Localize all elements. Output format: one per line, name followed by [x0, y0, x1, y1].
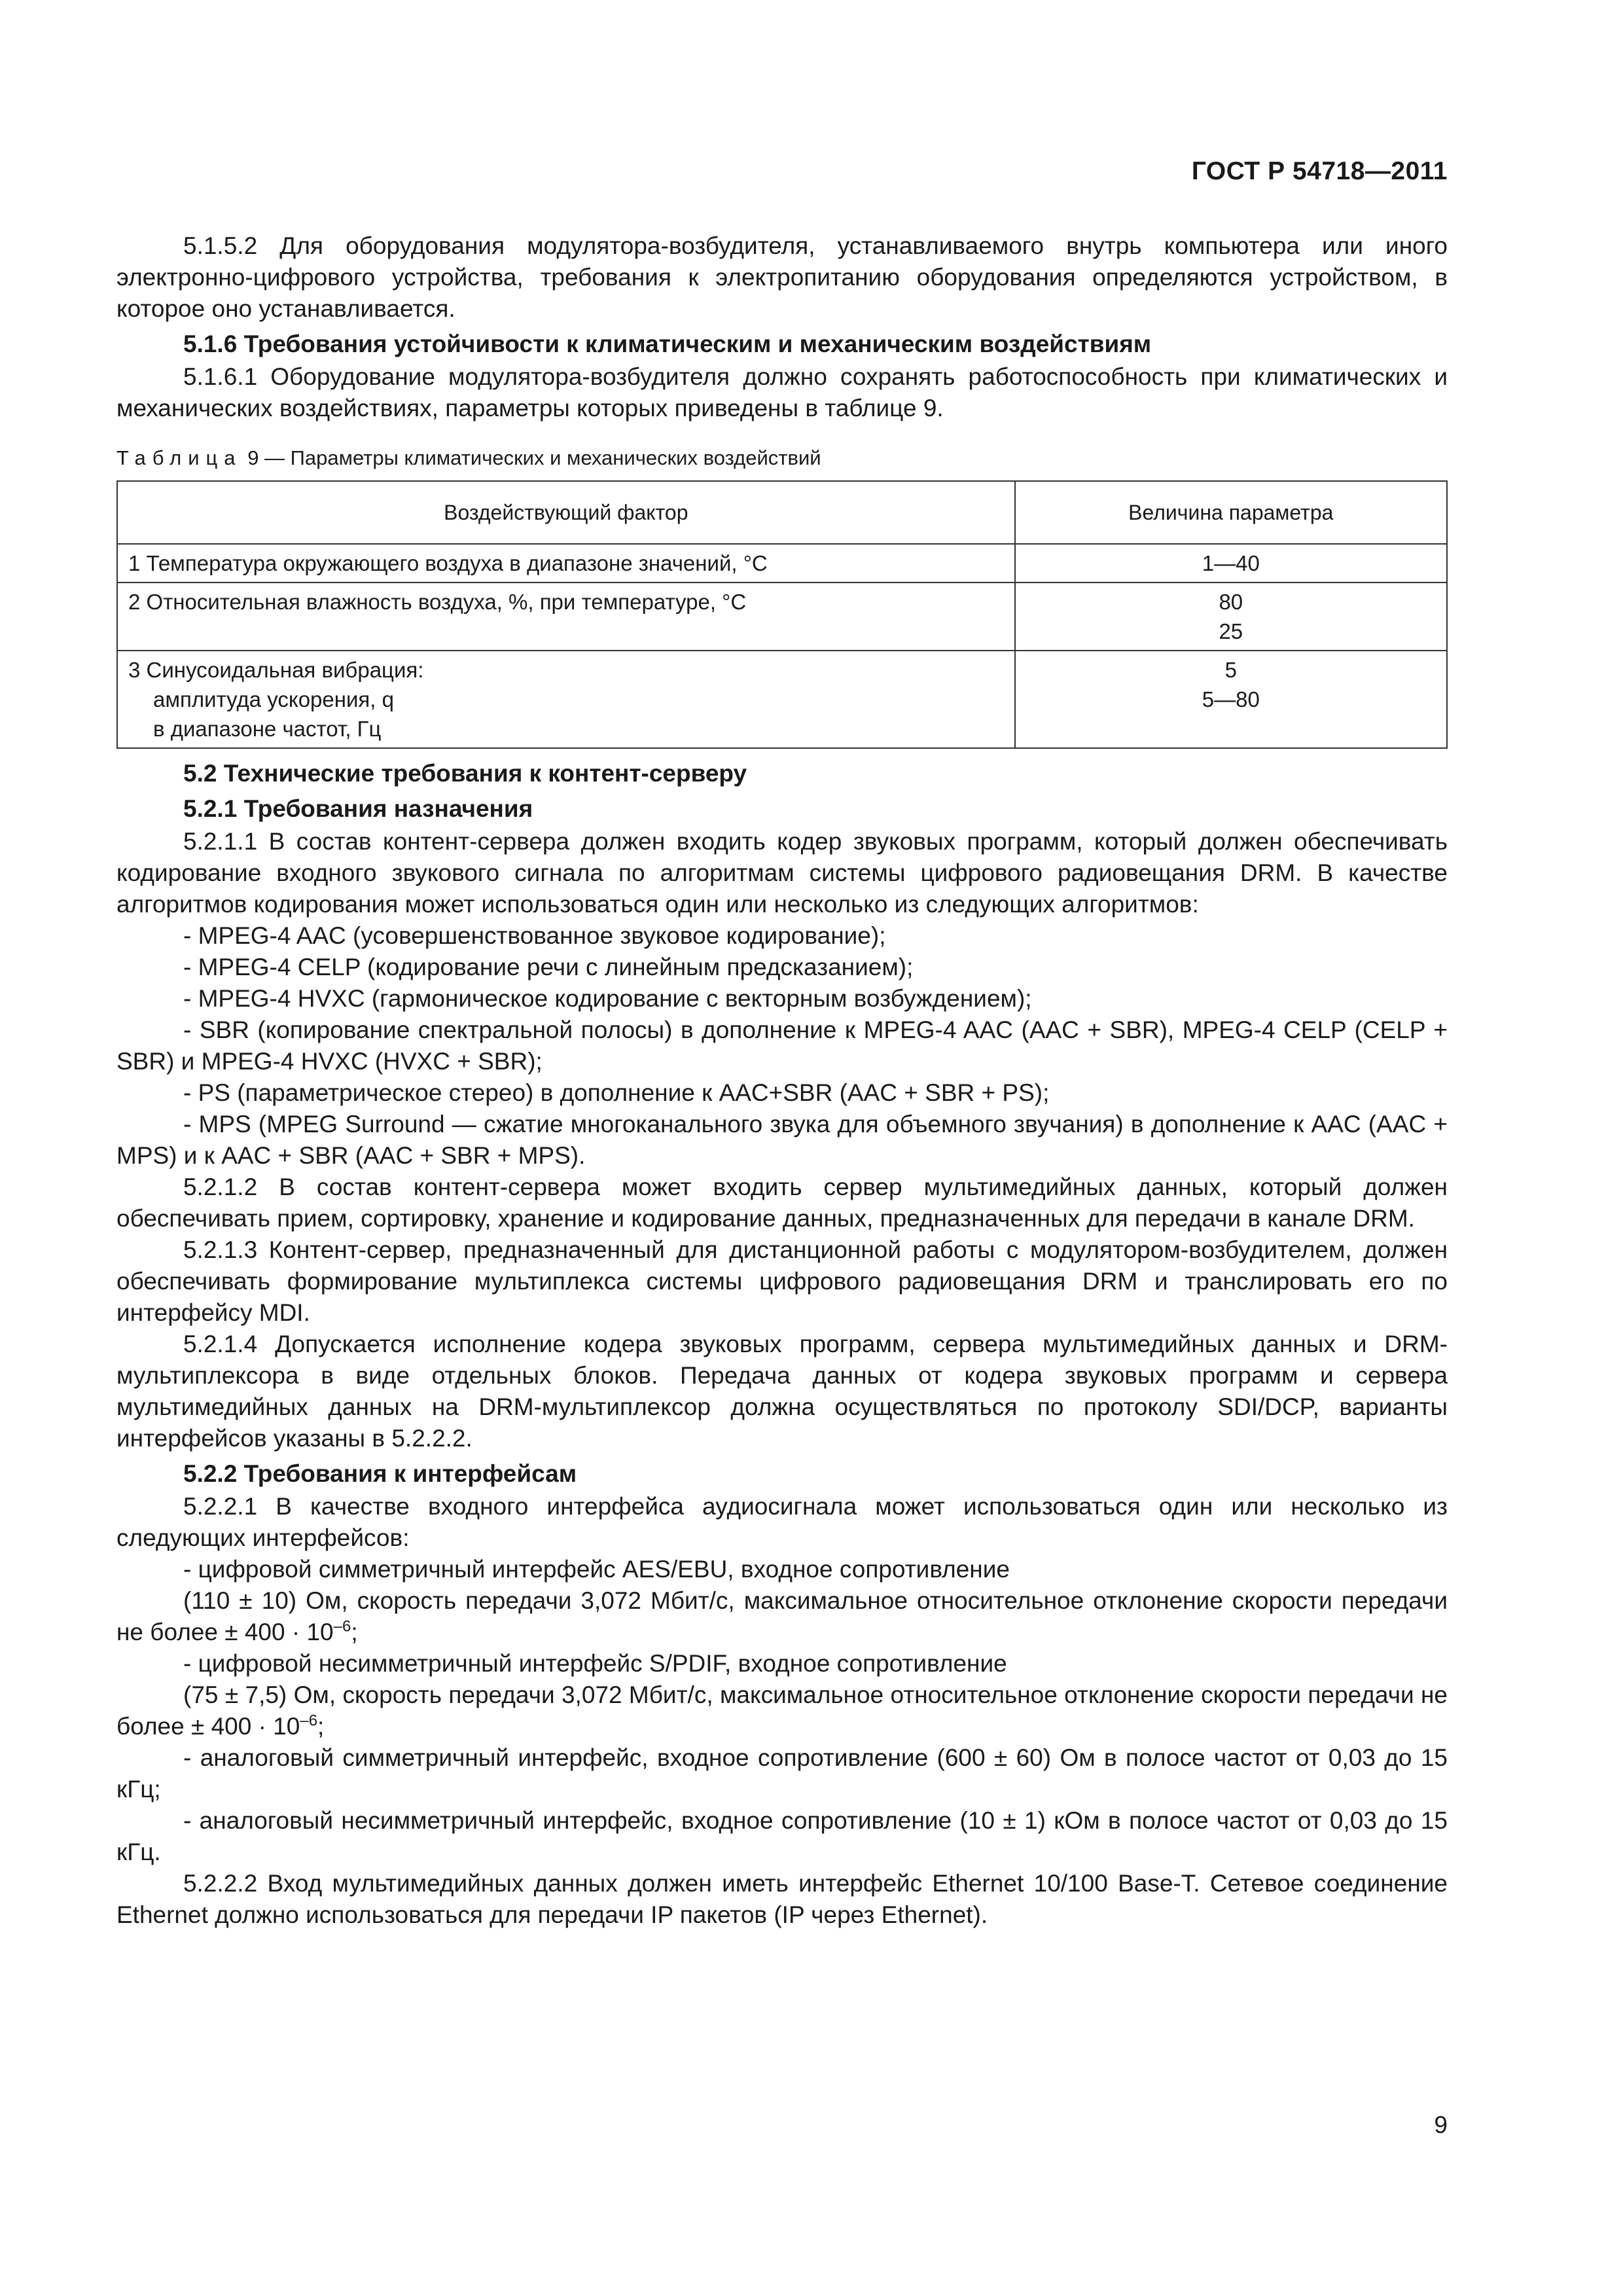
value-line: 80	[1219, 590, 1243, 614]
paragraph-5-2-1-2: 5.2.1.2 В состав контент-сервера может входить сервер мультимедийных данных, который должен обеспечивать прием, сортировку, хранение и кодирование данных, предназначенных для передачи в канале DRM.	[116, 1174, 1448, 1232]
table-header-row	[117, 481, 1447, 544]
paragraph-5-2-2-1: 5.2.2.1 В качестве входного интерфейса аудиосигнала может использоваться один или несколько из следующих интерфейсов:	[116, 1493, 1448, 1551]
table-row	[117, 583, 1447, 651]
interface-item: - аналоговый несимметричный интерфейс, входное сопротивление (10 ± 1) кОм в полосе частот от 0,03 до 15 кГц.	[116, 1807, 1448, 1865]
heading-5-2-2: 5.2.2 Требования к интерфейсам	[183, 1460, 577, 1487]
punctuation: ;	[351, 1619, 358, 1645]
paragraph-5-1-6-1: 5.1.6.1 Оборудование модулятора-возбудителя должно сохранять работоспособность при климатических и механических воздействиях, параметры которых приведены в таблице 9.	[116, 363, 1448, 422]
table-caption-word: Таблица	[116, 446, 242, 469]
document-header: ГОСТ Р 54718—2011	[1191, 157, 1448, 185]
page-number: 9	[1434, 2111, 1448, 2138]
list-item: - MPEG-4 CELP (кодирование речи с линейным предсказанием);	[183, 954, 914, 980]
paragraph-5-2-1-3: 5.2.1.3 Контент-сервер, предназначенный для дистанционной работы с модулятором-возбудителем, должен обеспечивать формирование мультиплекса системы цифрового радиовещания DRM и транслировать его по интерфейсу MDI.	[116, 1236, 1448, 1326]
value-line: 1—40	[1202, 551, 1260, 575]
factor-subline: амплитуда ускорения, q	[153, 687, 394, 711]
value-line: 5	[1224, 658, 1237, 682]
list-item: - PS (параметрическое стерео) в дополнение к AAC+SBR (AAC + SBR + PS);	[183, 1079, 1050, 1106]
list-item: - SBR (копирование спектральной полосы) в дополнение к MPEG-4 AAC (AAC + SBR), MPEG-4 CELP (CELP + SBR) и MPEG-4 HVXC (HVXC + SBR);	[116, 1016, 1448, 1075]
cell-factor	[117, 651, 1015, 748]
punctuation: ;	[317, 1713, 325, 1740]
page-body	[116, 230, 1448, 1931]
exponent: –6	[333, 1617, 351, 1636]
factor-title: 3 Синусоидальная вибрация:	[128, 658, 424, 682]
table-9	[116, 480, 1448, 749]
paragraph-5-1-5-2: 5.1.5.2 Для оборудования модулятора-возбудителя, устанавливаемого внутрь компьютера или иного электронно-цифрового устройства, требования к электропитанию оборудования определяются устройством, в которое оно устанавливается.	[116, 232, 1448, 322]
cell-value	[1015, 544, 1447, 583]
list-item: - MPEG-4 AAC (усовершенствованное звуковое кодирование);	[183, 922, 886, 949]
factor-subline: в диапазоне частот, Гц	[153, 717, 382, 741]
column-header-factor: Воздействующий фактор	[117, 481, 1015, 544]
heading-5-2: 5.2 Технические требования к контент-серверу	[183, 760, 747, 787]
heading-5-1-6: 5.1.6 Требования устойчивости к климатическим и механическим воздействиям	[183, 331, 1152, 357]
table-row	[117, 651, 1447, 748]
interface-item: - аналоговый симметричный интерфейс, входное сопротивление (600 ± 60) Ом в полосе частот от 0,03 до 15 кГц;	[116, 1744, 1448, 1803]
paragraph-5-2-1-1: 5.2.1.1 В состав контент-сервера должен входить кодер звуковых программ, который должен обеспечивать кодирование входного звукового сигнала по алгоритмам системы цифрового радиовещания DRM. В качестве алгоритмов кодирования может использоваться один или несколько из следующих алгоритмов:	[116, 828, 1448, 918]
heading-5-2-1: 5.2.1 Требования назначения	[183, 795, 533, 822]
interface-item: - цифровой несимметричный интерфейс S/PDIF, входное сопротивление	[183, 1650, 1007, 1677]
table-caption-text: 9 — Параметры климатических и механических воздействий	[247, 446, 821, 469]
value-line: 5—80	[1202, 687, 1260, 711]
interface-item-detail	[116, 1585, 1448, 1648]
cell-factor: 2 Относительная влажность воздуха, %, при температуре, °С	[117, 583, 1015, 651]
list-item: - MPS (MPEG Surround — сжатие многоканального звука для объемного звучания) в дополнение к AAC (AAC + MPS) и к AAC + SBR (AAC + SBR + MPS).	[116, 1111, 1448, 1169]
cell-value	[1015, 583, 1447, 651]
interface-detail-text: (75 ± 7,5) Ом, скорость передачи 3,072 Мбит/с, максимальное относительное отклонение скорости передачи не более ± 400 · 10	[116, 1681, 1448, 1740]
paragraph-5-2-2-2: 5.2.2.2 Вход мультимедийных данных должен иметь интерфейс Ethernet 10/100 Base-T. Сетевое соединение Ethernet должно использоваться для передачи IP пакетов (IP через Ethernet).	[116, 1870, 1448, 1928]
table-row	[117, 544, 1447, 583]
paragraph-5-2-1-4: 5.2.1.4 Допускается исполнение кодера звуковых программ, сервера мультимедийных данных и DRM-мультиплексора в виде отдельных блоков. Передача данных от кодера звуковых программ и сервера мультимедийных данных на DRM-мультиплексор должна осуществляться по протоколу SDI/DCP, варианты интерфейсов указаны в 5.2.2.2.	[116, 1331, 1448, 1452]
exponent: –6	[300, 1712, 318, 1730]
column-header-value: Величина параметра	[1015, 481, 1447, 544]
list-item: - MPEG-4 HVXC (гармоническое кодирование с векторным возбуждением);	[183, 985, 1032, 1012]
interface-item-detail	[116, 1679, 1448, 1742]
interface-item: - цифровой симметричный интерфейс AES/EBU, входное сопротивление	[183, 1556, 1010, 1583]
interface-detail-text: (110 ± 10) Ом, скорость передачи 3,072 Мбит/с, максимальное относительное отклонение скорости передачи не более ± 400 · 10	[116, 1587, 1448, 1645]
table-caption	[116, 442, 1448, 474]
value-line: 25	[1219, 619, 1243, 643]
cell-value	[1015, 651, 1447, 748]
cell-factor: 1 Температура окружающего воздуха в диапазоне значений, °С	[117, 544, 1015, 583]
